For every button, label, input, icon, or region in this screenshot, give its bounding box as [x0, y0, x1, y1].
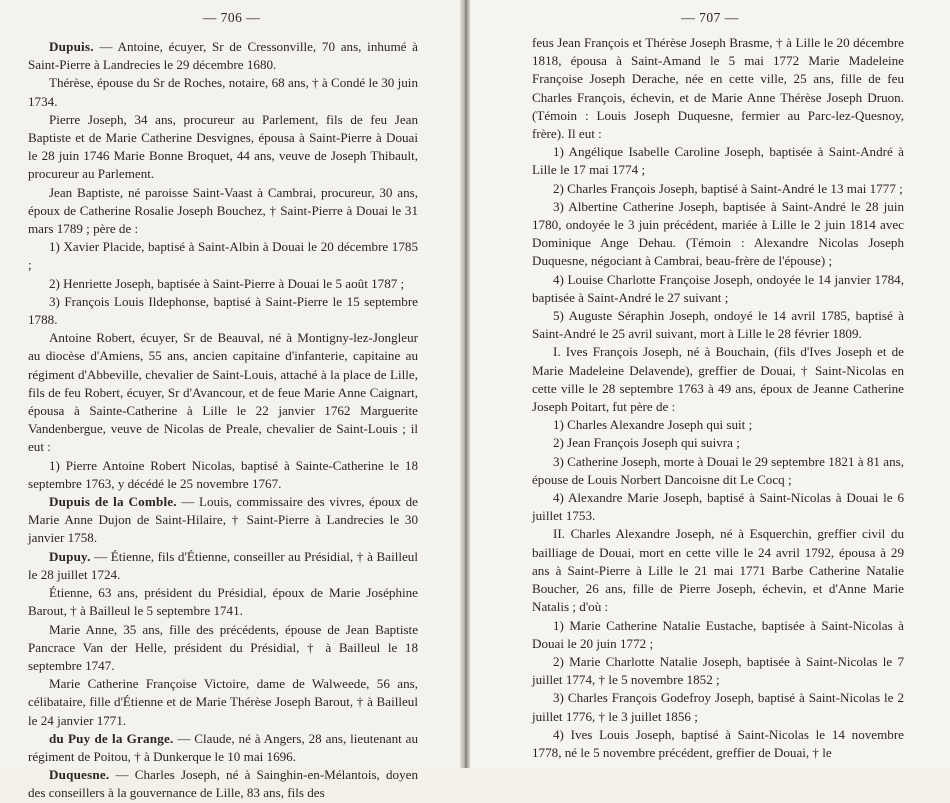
left-page-text — [28, 38, 418, 803]
paragraph-text: 2) Jean François Joseph qui suivra ; — [552, 435, 740, 451]
family-name-heading: Dupuis. — [48, 39, 94, 54]
enumerated-entry — [532, 143, 904, 179]
family-name-heading: Dupuis de la Comble. — [48, 494, 177, 510]
genealogy-paragraph — [532, 525, 904, 616]
genealogy-paragraph — [28, 493, 418, 548]
family-name-heading: Dupuy. — [48, 548, 91, 564]
paragraph-text: 1) Pierre Antoine Robert Nicolas, baptisé à Sainte-Catherine le 18 septembre 1763, y décédé le 25 novembre 1767. — [28, 457, 418, 491]
paragraph-text: Jean Baptiste, né paroisse Saint-Vaast à Cambrai, procureur, 30 ans, époux de Catherine Rosalie Joseph Bouchez, † Saint-Pierre à Douai le 31 mars 1789 ; père de : — [28, 184, 418, 237]
paragraph-text: 1) Angélique Isabelle Caroline Joseph, baptisée à Saint-André à Lille le 17 mai 1774 ; — [532, 144, 904, 178]
genealogy-paragraph — [28, 38, 418, 74]
right-page — [470, 0, 950, 768]
genealogy-paragraph — [28, 184, 418, 239]
genealogy-paragraph — [28, 621, 418, 676]
paragraph-text: I. Ives François Joseph, né à Bouchain, (fils d'Ives Joseph et de Marie Madeleine Delavende), greffier de Douai, † Saint-Nicolas en cette ville le 28 septembre 1763 à 49 ans, époux de Jeanne Catherine Joseph Poitart, fut père de : — [532, 344, 904, 415]
genealogy-paragraph — [28, 584, 418, 620]
enumerated-entry — [532, 453, 904, 489]
left-page — [0, 0, 463, 801]
paragraph-text: Antoine Robert, écuyer, Sr de Beauval, né à Montigny-lez-Jongleur au diocèse d'Amiens, 55 ans, ancien capitaine d'infanterie, capitaine au régiment d'Abbeville, chevalier de Saint-Louis, attaché à la place de Lille, fils de feu Robert, écuyer, Sr d'Avancour, et de feue Marie Anne Caignart, épousa à Sainte-Catherine à Lille le 22 janvier 1762 Marguerite Vandenbergue, veuve de Nicolas de Preale, chevalier de Saint-Louis ; il eut : — [28, 330, 418, 455]
genealogy-paragraph — [28, 675, 418, 730]
enumerated-entry — [532, 653, 904, 689]
paragraph-text: Marie Catherine Françoise Victoire, dame de Walweede, 56 ans, célibataire, fille d'Étienne et de Marie Thérèse Joseph Barout, † à Bailleul le 24 janvier 1771. — [28, 676, 418, 728]
genealogy-paragraph — [28, 111, 418, 184]
right-page-text — [532, 34, 904, 762]
paragraph-text: — Antoine, écuyer, Sr de Cressonville, 70 ans, inhumé à Saint-Pierre à Landrecies le 29 décembre 1680. — [28, 39, 418, 73]
genealogy-paragraph — [28, 74, 418, 110]
paragraph-text: Marie Anne, 35 ans, fille des précédents, épouse de Jean Baptiste Pancrace Van der Helle, président du Présidial, † à Bailleul le 18 septembre 1747. — [28, 621, 418, 673]
paragraph-text: Thérèse, épouse du Sr de Roches, notaire, 68 ans, † à Condé le 30 juin 1734. — [28, 75, 418, 109]
family-name-heading: Duquesne. — [48, 767, 110, 783]
enumerated-entry — [532, 489, 904, 525]
genealogy-paragraph — [28, 548, 418, 584]
paragraph-text: — Claude, né à Angers, 28 ans, lieutenant au régiment de Poitou, † à Dunkerque le 10 mai 1696. — [28, 730, 418, 764]
paragraph-text: 3) Albertine Catherine Joseph, baptisée à Saint-André le 28 juin 1780, ondoyée le 3 juin précédent, mariée à Lille le 2 juin 1814 avec Dominique Ange Dehau. (Témoin : Alexandre Nicolas Joseph Duquesne, négociant à Cambrai, beau-frère de l'épouse) ; — [532, 198, 904, 269]
enumerated-entry — [532, 689, 904, 725]
enumerated-entry — [28, 238, 418, 274]
enumerated-entry — [28, 457, 418, 493]
paragraph-text: — Étienne, fils d'Étienne, conseiller au Présidial, † à Bailleul le 28 juillet 1724. — [28, 548, 418, 582]
page-number-right: — 707 — — [681, 10, 739, 25]
enumerated-entry — [532, 307, 904, 343]
enumerated-entry — [532, 271, 904, 307]
paragraph-text: 1) Charles Alexandre Joseph qui suit ; — [552, 417, 753, 433]
paragraph-text: 1) Xavier Placide, baptisé à Saint-Albin à Douai le 20 décembre 1785 ; — [28, 239, 418, 273]
genealogy-paragraph — [28, 329, 418, 456]
paragraph-text: 4) Ives Louis Joseph, baptisé à Saint-Nicolas le 14 novembre 1778, né le 5 novembre précédent, greffier de Douai, † le — [532, 726, 904, 760]
paragraph-text: 4) Louise Charlotte Françoise Joseph, ondoyée le 14 janvier 1784, baptisée à Saint-André le 27 suivant ; — [532, 271, 904, 305]
paragraph-text: 2) Henriette Joseph, baptisée à Saint-Pierre à Douai le 5 août 1787 ; — [48, 275, 405, 291]
enumerated-entry — [532, 416, 904, 434]
paragraph-text: II. Charles Alexandre Joseph, né à Esquerchin, greffier civil du bailliage de Douai, mort en cette ville le 24 avril 1792, épousa à 29 ans à Saint-Pierre à Lille le 21 mai 1771 Barbe Catherine Natalie Boucher, 26 ans, fille de Pierre Joseph, échevin, et d'Anne Marie Natalis ; d'où : — [532, 526, 904, 615]
enumerated-entry — [532, 434, 904, 452]
genealogy-paragraph — [532, 34, 904, 143]
paragraph-text: 3) Catherine Joseph, morte à Douai le 29 septembre 1821 à 81 ans, épouse de Louis Norbert Dancoisne dit Le Cocq ; — [532, 453, 904, 487]
paragraph-text: Étienne, 63 ans, président du Présidial, époux de Marie Joséphine Barout, † à Bailleul le 5 septembre 1741. — [28, 585, 418, 619]
paragraph-text: 5) Auguste Séraphin Joseph, ondoyé le 14 avril 1785, baptisé à Saint-André le 25 avril suivant, mort à Lille le 28 février 1809. — [532, 308, 904, 342]
enumerated-entry — [532, 198, 904, 271]
page-number-left: — 706 — — [202, 10, 261, 25]
enumerated-entry — [28, 293, 418, 329]
enumerated-entry — [28, 275, 418, 293]
genealogy-paragraph — [532, 343, 904, 416]
paragraph-text: 2) Charles François Joseph, baptisé à Saint-André le 13 mai 1777 ; — [552, 180, 903, 196]
enumerated-entry — [532, 726, 904, 762]
paragraph-text: 3) François Louis Ildephonse, baptisé à Saint-Pierre le 15 septembre 1788. — [28, 293, 418, 328]
paragraph-text: 4) Alexandre Marie Joseph, baptisé à Saint-Nicolas à Douai le 6 juillet 1753. — [532, 490, 904, 524]
paragraph-text: feus Jean François et Thérèse Joseph Brasme, † à Lille le 20 décembre 1818, épousa à Saint-Amand le 5 mai 1772 Marie Madeleine Françoise Joseph Derache, née en cette ville, 25 ans, fille de feu Charles François, échevin, et de Marie Anne Thérèse Joseph Druon. (Témoin : Louis Joseph Duquesne, fermier au Parc-lez-Quesnoy, frère). Il eut : — [532, 35, 904, 142]
paragraph-text: 2) Marie Charlotte Natalie Joseph, baptisée à Saint-Nicolas le 7 juillet 1774, † le 5 novembre 1852 ; — [532, 653, 904, 688]
paragraph-text: 3) Charles François Godefroy Joseph, baptisé à Saint-Nicolas le 2 juillet 1776, † le 3 juillet 1856 ; — [532, 690, 904, 724]
paragraph-text: — Louis, commissaire des vivres, époux de Marie Anne Dujon de Saint-Hilaire, † Saint-Pierre à Landrecies le 30 janvier 1758. — [28, 494, 418, 546]
paragraph-text: Pierre Joseph, 34 ans, procureur au Parlement, fils de feu Jean Baptiste et de Marie Catherine Desvignes, épousa à Saint-Pierre à Douai le 28 juin 1746 Marie Bonne Broquet, 44 ans, veuve de Joseph Thibault, procureur au Parlement. — [28, 111, 418, 182]
enumerated-entry — [532, 617, 904, 653]
genealogy-paragraph — [28, 730, 418, 766]
paragraph-text: 1) Marie Catherine Natalie Eustache, baptisée à Saint-Nicolas à Douai le 20 juin 1772 ; — [532, 617, 904, 651]
family-name-heading: du Puy de la Grange. — [48, 730, 174, 746]
enumerated-entry — [532, 180, 904, 198]
paragraph-text: — Charles Joseph, né à Sainghin-en-Mélantois, doyen des conseillers à la gouvernance de Lille, 83 ans, fils des — [28, 767, 418, 801]
genealogy-paragraph — [28, 766, 418, 802]
